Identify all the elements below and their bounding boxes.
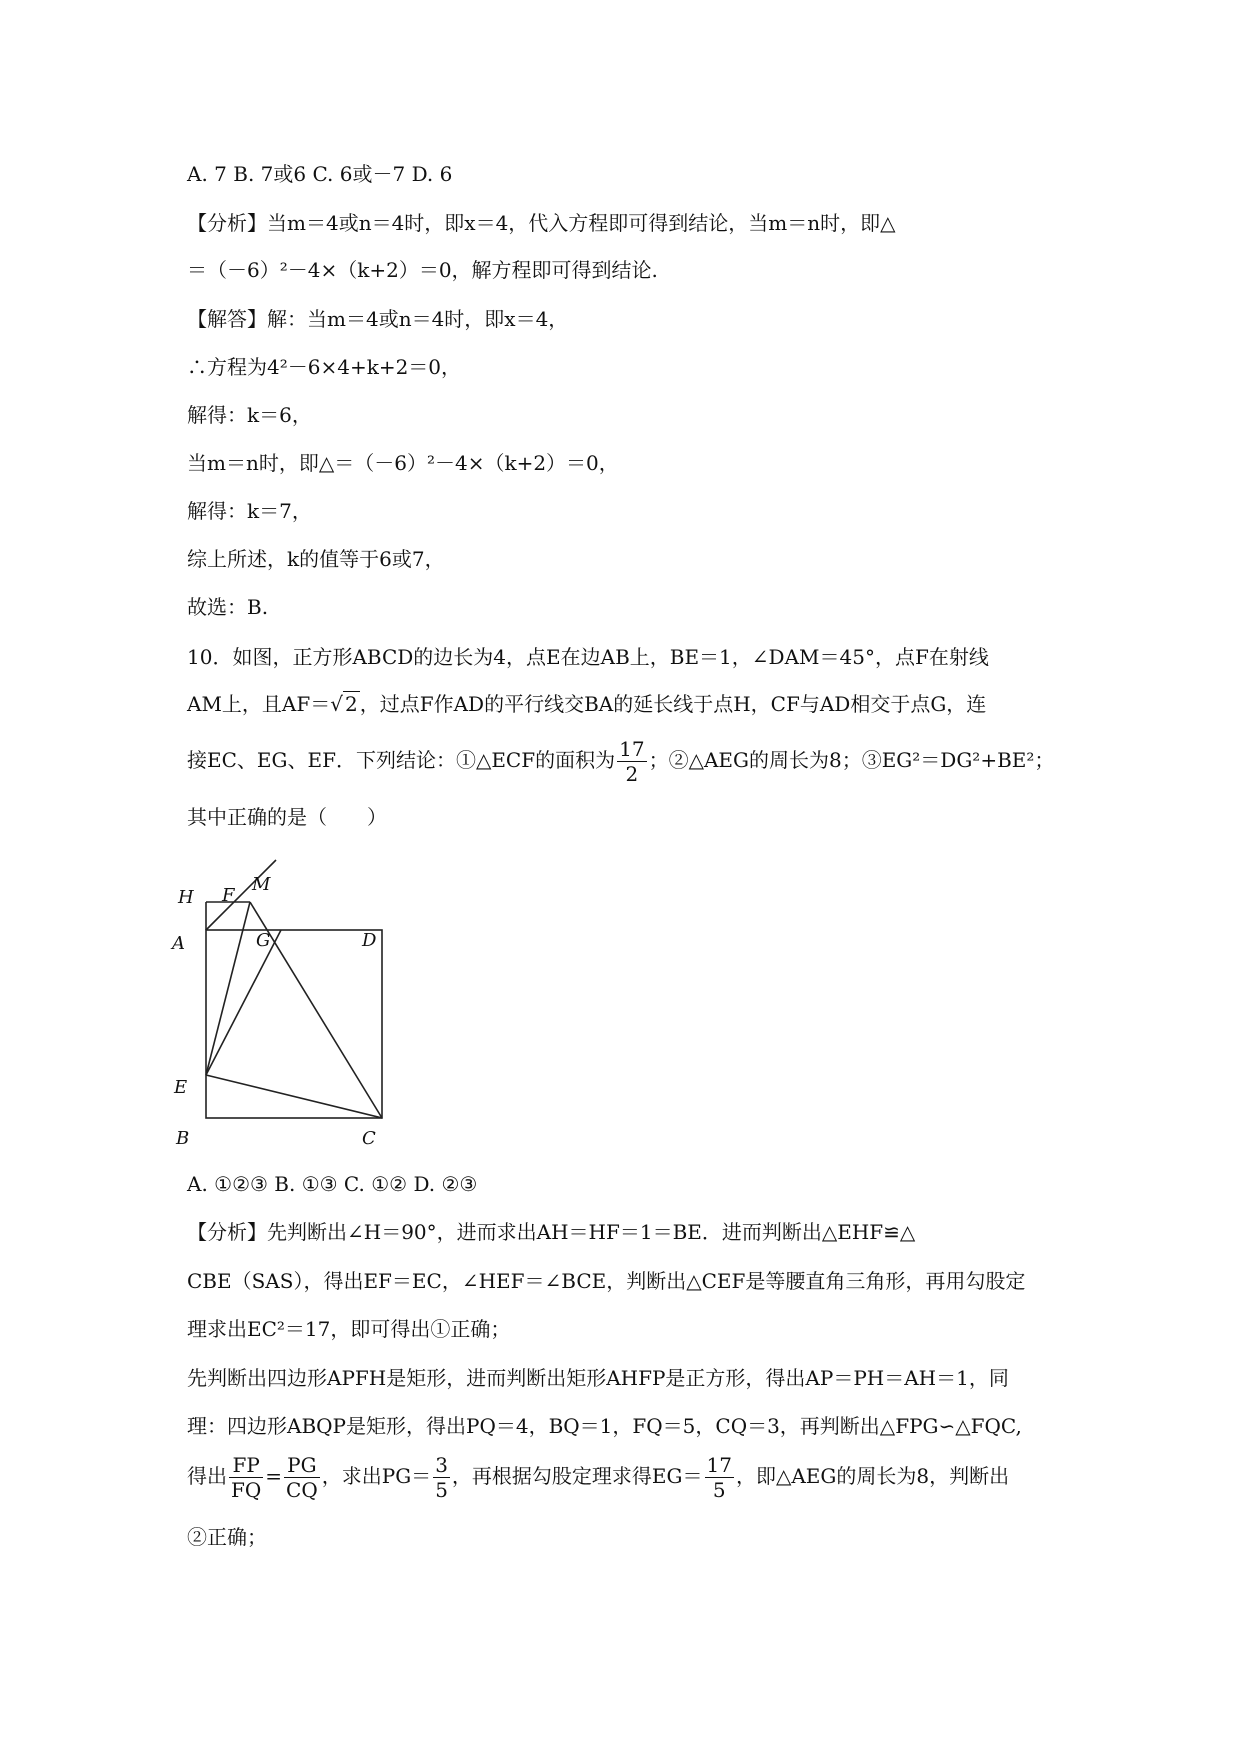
q9-options: A. 7 B. 7或6 C. 6或－7 D. 6 xyxy=(187,162,453,186)
label-h: H xyxy=(178,887,194,908)
q9-solution-line1 xyxy=(187,305,568,333)
segment-ef xyxy=(206,902,250,1075)
q10-line6-c: ，再根据勾股定理求得EG＝ xyxy=(451,1464,703,1488)
analysis-label: 【分析】 xyxy=(187,211,267,235)
q10-analysis-line7: ②正确； xyxy=(187,1525,267,1549)
q10-line3 xyxy=(187,736,1054,784)
q9-analysis-line1 xyxy=(187,209,896,237)
fraction-numerator: 17 xyxy=(706,1453,732,1477)
geometry-figure xyxy=(172,858,416,1149)
label-c: C xyxy=(362,1128,376,1149)
equals-sign: = xyxy=(265,1464,283,1488)
fraction-numerator: 17 xyxy=(619,737,645,761)
q10-analysis-line4: 先判断出四边形APFH是矩形，进而判断出矩形AHFP是正方形，得出AP＝PH＝AH＝1，同 xyxy=(187,1366,1009,1390)
q10-line3-a: 接EC、EG、EF．下列结论：①△ECF的面积为 xyxy=(187,748,616,772)
segment-ec xyxy=(206,1075,382,1118)
q10-line6-a: 得出 xyxy=(187,1464,227,1488)
analysis-text: 当m＝4或n＝4时，即x＝4，代入方程即可得到结论，当m＝n时，即△ xyxy=(267,211,896,235)
q10-analysis-line1 xyxy=(187,1218,915,1246)
ray-am xyxy=(206,860,276,930)
label-d: D xyxy=(362,930,377,951)
q9-solution-line7: 故选：B. xyxy=(187,595,269,619)
q10-analysis-line5: 理：四边形ABQP是矩形，得出PQ＝4，BQ＝1，FQ＝5，CQ＝3，再判断出△FPG∽△FQC, xyxy=(187,1414,1022,1438)
q9-solution-line3: 解得：k＝6， xyxy=(187,403,312,427)
sqrt-symbol: √ 2 xyxy=(330,692,358,716)
fraction-17-5 xyxy=(705,1455,734,1500)
q10-line3-b: ；②△AEG的周长为8；③EG²＝DG²+BE²； xyxy=(648,748,1055,772)
fraction-denominator: 2 xyxy=(625,762,639,786)
fraction-3-5 xyxy=(433,1455,450,1500)
q10-line1: 10．如图，正方形ABCD的边长为4，点E在边AB上，BE＝1，∠DAM＝45°，点F在射线 xyxy=(187,645,989,669)
q10-line6-b: ，求出PG＝ xyxy=(321,1464,432,1488)
q9-solution-line2: ∴方程为4²－6×4+k+2＝0， xyxy=(187,355,462,379)
fraction-17-2 xyxy=(617,739,646,784)
q10-analysis-line6 xyxy=(187,1452,1009,1500)
fraction-denominator: CQ xyxy=(286,1478,318,1502)
solution-text: 解：当m＝4或n＝4时，即x＝4， xyxy=(267,307,569,331)
q10-options: A. ①②③ B. ①③ C. ①② D. ②③ xyxy=(187,1172,478,1196)
solution-label: 【解答】 xyxy=(187,307,267,331)
fraction-denominator: FQ xyxy=(231,1478,262,1502)
fraction-numerator: 3 xyxy=(435,1453,448,1477)
label-f: F xyxy=(222,885,235,906)
q10-line6-d: ，即△AEG的周长为8，判断出 xyxy=(735,1464,1010,1488)
q10-analysis-line3: 理求出EC²＝17，即可得出①正确； xyxy=(187,1317,511,1341)
q9-solution-line4: 当m＝n时，即△＝（－6）²－4×（k+2）＝0， xyxy=(187,451,619,475)
q10-line2 xyxy=(187,690,986,718)
fraction-numerator: PG xyxy=(284,1455,320,1478)
sqrt-radicand: 2 xyxy=(345,692,358,716)
label-m: M xyxy=(252,874,271,895)
analysis-label: 【分析】 xyxy=(187,1220,267,1244)
fraction-numerator: FP xyxy=(229,1455,263,1478)
fraction-fp-fq xyxy=(229,1455,263,1500)
q9-solution-line5: 解得：k＝7， xyxy=(187,499,312,523)
label-g: G xyxy=(256,930,271,951)
fraction-denominator: 5 xyxy=(435,1478,448,1502)
label-a: A xyxy=(172,933,185,954)
fraction-pg-cq xyxy=(284,1455,320,1500)
q9-analysis-line2: ＝（－6）²－4×（k+2）＝0，解方程即可得到结论. xyxy=(187,258,658,282)
q9-solution-line6: 综上所述，k的值等于6或7， xyxy=(187,547,445,571)
q10-analysis-line2: CBE（SAS），得出EF＝EC，∠HEF＝∠BCE，判断出△CEF是等腰直角三角形，再用勾股定 xyxy=(187,1269,1026,1293)
q10-line4: 其中正确的是（ ） xyxy=(187,805,387,829)
segment-eg xyxy=(206,930,281,1075)
q10-line2-a: AM上，且AF＝ xyxy=(187,692,331,716)
fraction-denominator: 5 xyxy=(712,1478,726,1502)
q10-line2-b: ，过点F作AD的平行线交BA的延长线于点H，CF与AD相交于点G，连 xyxy=(359,692,987,716)
analysis-text: 先判断出∠H＝90°，进而求出AH＝HF＝1＝BE．进而判断出△EHF≌△ xyxy=(267,1220,916,1244)
label-e: E xyxy=(174,1077,188,1098)
label-b: B xyxy=(176,1128,190,1149)
